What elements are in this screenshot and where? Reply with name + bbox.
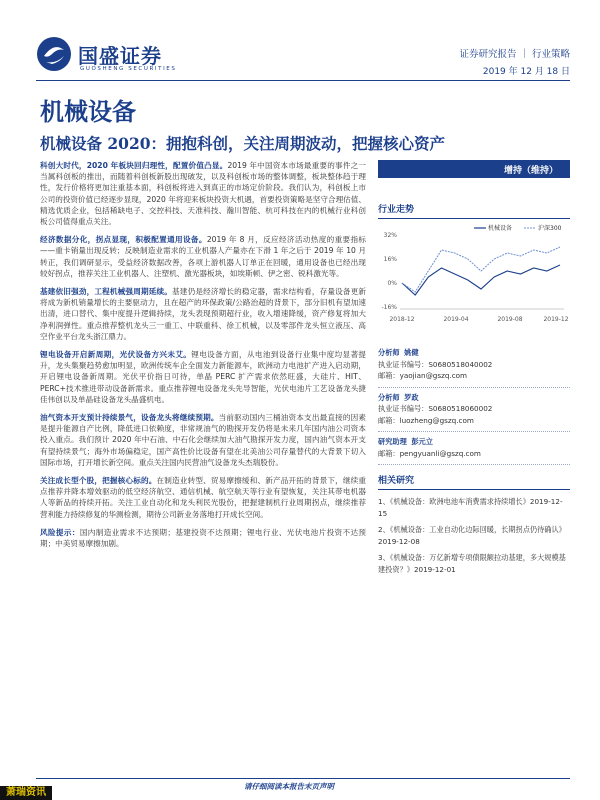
paragraph-text: 在制造业转型、贸易摩擦缓和、新产品开拓的背景下，继续重点推荐并降本增效驱动的低空经济航空、通信机械、航空航天等行业有望恢复，关注其带电机器人等新品的持续开拓。关注工业自动化和龙头利民光股份，把握建制机行业周期拐点，继续推荐营利能力持续修复的华测检测，期待公司新业务落地打开成长空间。 bbox=[40, 476, 367, 519]
body-paragraph bbox=[40, 349, 366, 405]
body-paragraph bbox=[40, 286, 366, 342]
cert-label: 执业证书编号： bbox=[378, 404, 429, 413]
paragraph-lead: 油气资本开支预计持续景气，设备龙头将继续预期。 bbox=[40, 413, 219, 423]
analyst-name: 彭元立 bbox=[411, 437, 433, 446]
paragraph-lead: 风险提示： bbox=[40, 527, 80, 537]
report-date: 2019 年 12 月 18 日 bbox=[482, 67, 570, 77]
document-type: 证券研究报告 ｜ 行业策略 bbox=[459, 49, 570, 60]
report-body bbox=[40, 160, 366, 556]
y-tick-label: -16% bbox=[381, 304, 397, 311]
analyst-card bbox=[378, 388, 570, 433]
paragraph-text: 当前驱动国内三桶油资本支出最直接的因素是提升能源自产比例，降低进口依赖度，非常规油气的勘探开发仍将是未来几年国内油公司资本投入重点。我们预计 2020 年中石油、中石化会继续加大油气勘探开发力度，国内油气资本开支有望持续景气；海外市场偏稳定，国产高性价比设备有望在北美油公司存量替代的大背景下切入国际市场，打开增长新空间。重点关注国内民营油气设备龙头杰瑞股份。 bbox=[40, 413, 367, 467]
analyst-block bbox=[378, 343, 570, 465]
y-tick-label: 0% bbox=[387, 280, 397, 287]
brand-name-english: GUOSHENG SECURITIES bbox=[80, 66, 177, 72]
risk-warning bbox=[40, 527, 366, 549]
header-divider bbox=[36, 80, 570, 81]
body-paragraph bbox=[40, 234, 366, 279]
email-label: 邮箱： bbox=[378, 415, 400, 425]
x-tick-label: 2019-08 bbox=[497, 316, 523, 323]
body-paragraph bbox=[40, 412, 366, 468]
y-tick-label: 16% bbox=[383, 256, 397, 263]
analyst-card bbox=[378, 432, 570, 465]
series-line-csi300 bbox=[402, 247, 560, 292]
x-tick-label: 2019-12 bbox=[543, 316, 569, 323]
related-title: 相关研究 bbox=[378, 473, 570, 490]
report-header bbox=[0, 0, 600, 80]
related-item[interactable]: 2、《机械设备：工业自动化边际回暖，长期拐点仍待确认》2019-12-08 bbox=[378, 525, 566, 546]
paragraph-lead: 基建依旧强劲，工程机械强周期延续。 bbox=[40, 287, 173, 297]
cert-number: S0680518040002 bbox=[428, 359, 493, 369]
analyst-email[interactable]: pengyuanli@gszq.com bbox=[399, 448, 481, 458]
paragraph-lead: 经济数据分化，拐点显现，积极配置通用设备。 bbox=[40, 235, 207, 245]
related-research bbox=[378, 473, 570, 576]
paragraph-lead: 锂电设备开启新周期，光伏设备方兴未艾。 bbox=[40, 350, 192, 360]
paragraph-text: 2019 年中国资本市场最重要的事件之一当属科创板的推出，而随着科创板新股出现破发，以及科创板市场的整体调整，板块整体趋于理性，发行价格将更加注重基本面，科创板将进入到真正的市场定价阶段。我们认为，科创板上市公司的投资价值已经逐步显现，2020 年将迎来板块投资大机遇，首要投资策略是坚守合理估值、精选优质企业，包括稀缺电子、交控科技、天准科技、瀚川智能、杭可科技在内的机械行业科创板公司值得重点关注。 bbox=[40, 161, 366, 227]
email-label: 邮箱： bbox=[378, 448, 400, 458]
analyst-email[interactable]: yaojian@gszq.com bbox=[399, 371, 468, 380]
x-tick-label: 2019-04 bbox=[443, 316, 469, 323]
analyst-role: 研究助理 bbox=[378, 437, 407, 446]
footer-disclaimer: 请仔细阅读本报告末页声明 bbox=[244, 782, 334, 791]
cert-number: S0680518060002 bbox=[428, 404, 493, 413]
paragraph-lead: 科创大时代，2020 年板块回归理性，配置价值凸显。 bbox=[40, 161, 228, 170]
paragraph-text: 锂电设备方面，从电池到设备行业集中度均显著提升，龙头集聚趋势愈加明显，欧洲传统车企全面发力新能源车，欧洲动力电池扩产进入启动期，开启锂电设备新周期。光伏平价指日可待，单晶 PERC 扩产需求依然旺盛，大硅片、HIT、PERC+技术推进带动设备新需求。重点推荐锂电设备龙头先导智能，光伏电池片工艺设备龙头捷佳伟创以及单晶硅设备龙头晶盛机电。 bbox=[40, 350, 367, 404]
x-tick-label: 2018-12 bbox=[389, 316, 415, 323]
email-label: 邮箱： bbox=[378, 371, 400, 380]
body-paragraph bbox=[40, 475, 366, 520]
related-item[interactable]: 1、《机械设备：欧洲电池车消费需求持续增长》2019-12-15 bbox=[378, 497, 563, 518]
analyst-name: 罗政 bbox=[404, 392, 419, 402]
series-line-machinery bbox=[402, 265, 560, 295]
rating-badge: 增持（维持） bbox=[378, 160, 570, 178]
analyst-role: 分析师 bbox=[378, 392, 400, 402]
watermark-label: 萧瑞资讯 bbox=[0, 786, 52, 800]
paragraph-text: 基建仍是经济增长的稳定器，需求结构看，存量设备更新将成为新机销量增长的主要驱动力，且在超产的环保政策/公路治超的背景下，部分旧机有望加速出清，进口替代、集中度提升逻辑持续，龙头表现预期超行业，收入增速降缓，资产修复将加大净利润弹性。重点推荐整机龙头三一重工、中联重科、徐工机械，以及零部件龙头恒立液压、高空作业平台龙头浙江鼎力。 bbox=[40, 287, 367, 341]
body-paragraph bbox=[40, 160, 366, 227]
paragraph-lead: 关注成长型个股，把握核心标的。 bbox=[40, 476, 157, 486]
related-item[interactable]: 3、《机械设备：万亿新增专项债限额拉动基建，多大规模基建投资？》2019-12-01 bbox=[378, 553, 566, 574]
industry-title: 机械设备 bbox=[40, 97, 136, 126]
report-sidebar bbox=[378, 160, 570, 580]
trend-chart bbox=[378, 223, 570, 327]
analyst-role: 分析师 bbox=[378, 348, 400, 357]
guosheng-logo-icon bbox=[36, 36, 72, 72]
trend-chart-svg bbox=[378, 223, 570, 327]
analyst-email[interactable]: luozheng@gszq.com bbox=[399, 415, 474, 425]
analyst-card bbox=[378, 343, 570, 388]
analyst-name: 姚健 bbox=[404, 348, 419, 357]
legend-label-csi300: 沪深300 bbox=[538, 225, 562, 232]
y-tick-label: 32% bbox=[383, 232, 397, 239]
paragraph-text: 2019 年 8 月，反应经济活动热度的重要指标——重卡销量出现反转；反映制造业需求的工业机器人产量亦在下滑 1 年之后于 2019 年 10 月转正，我们调研显示，受益经济数据改善，各项上游机器人订单正在回暖，通用设备也已经出现较好拐点，推荐关注工业机器人、注塑机、激光器板块，如埃斯顿、伊之密、锐科激光等。 bbox=[40, 235, 366, 278]
trend-title: 行业走势 bbox=[378, 202, 570, 219]
cert-label: 执业证书编号： bbox=[378, 359, 429, 369]
footer-divider bbox=[36, 778, 570, 779]
paragraph-text: 国内制造业需求不达预期；基建投资不达预期；锂电行业、光伏电池片投资不达预期；中美贸易摩擦加剧。 bbox=[40, 527, 367, 549]
legend-label-machinery: 机械设备 bbox=[488, 225, 513, 232]
report-main-title: 机械设备 2020：拥抱科创，关注周期波动，把握核心资产 bbox=[40, 134, 446, 153]
brand-name: 国盛证券 bbox=[78, 44, 162, 68]
